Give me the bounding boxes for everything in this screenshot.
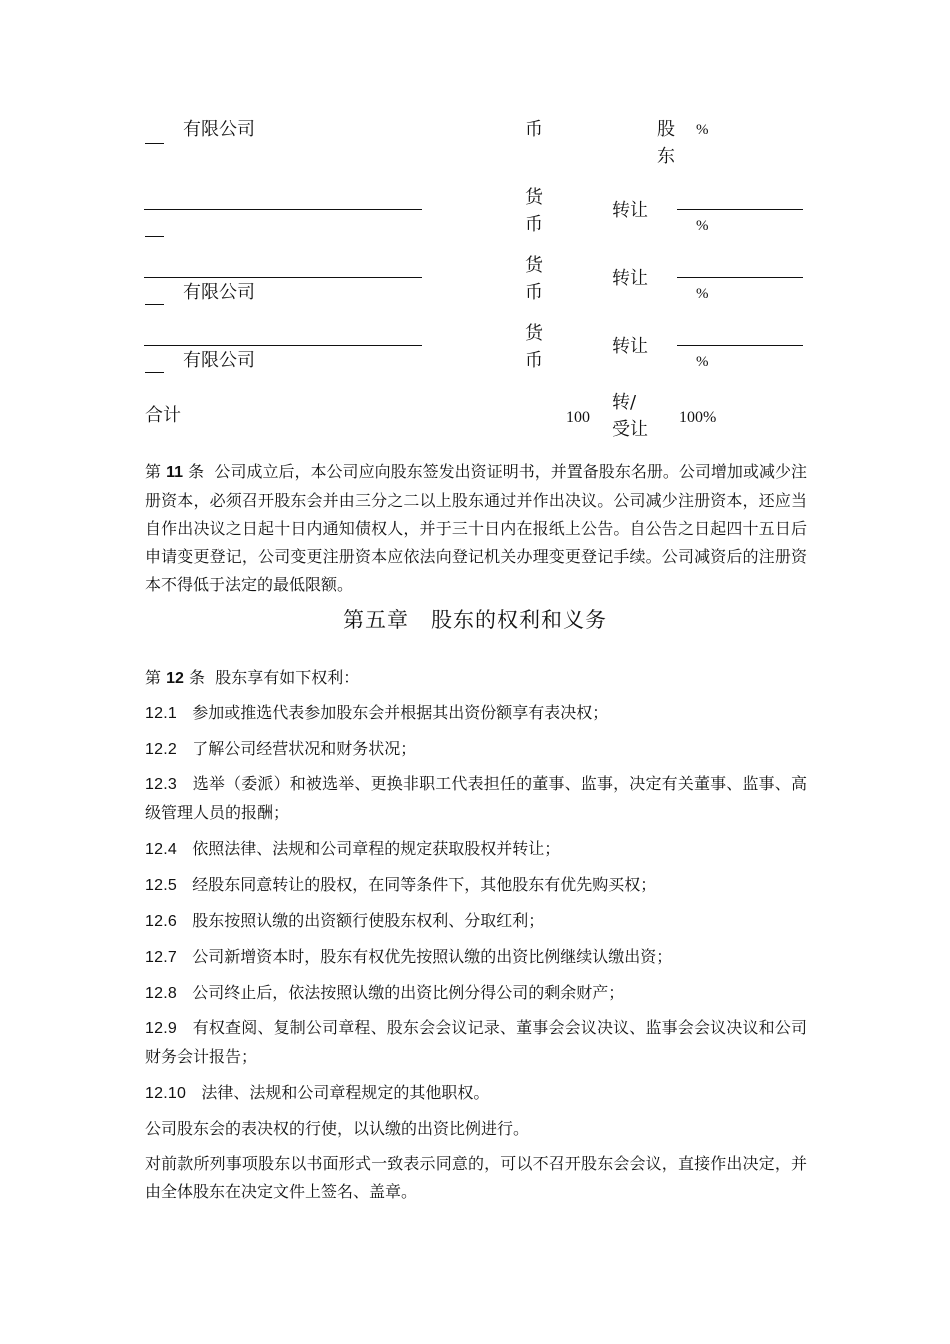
item-text: 股东按照认缴的出资额行使股东权利、分取红利；: [192, 911, 545, 930]
contribution-type-line2: 币: [525, 350, 543, 371]
article-prefix: 第: [145, 462, 162, 481]
share-percent: %: [696, 122, 709, 138]
percent-underline: [677, 277, 803, 278]
list-item: [145, 1014, 807, 1071]
shareholder-name-suffix: 有限公司: [183, 119, 255, 140]
shareholder-name-suffix: 有限公司: [183, 350, 255, 371]
item-number: 12.4: [145, 841, 177, 858]
contribution-method: 转让: [612, 336, 648, 357]
list-item: [145, 911, 544, 932]
item-text: 依照法律、法规和公司章程的规定获取股权并转让；: [192, 839, 561, 858]
share-percent: %: [696, 286, 709, 302]
contribution-method: 转让: [612, 268, 648, 289]
share-percent: %: [696, 354, 709, 370]
article-12-intro-text: 股东享有如下权利：: [215, 668, 360, 687]
contribution-type-line2: 币: [525, 282, 543, 303]
total-label: 合计: [145, 405, 181, 426]
article-11: [145, 458, 807, 599]
total-percent: 100%: [679, 409, 717, 426]
voting-paragraph: 公司股东会的表决权的行使，以认缴的出资比例进行。: [145, 1119, 530, 1138]
article-number: 12: [166, 670, 184, 687]
chapter-title: 第五章 股东的权利和义务: [343, 608, 607, 632]
contribution-type-line1: 货: [525, 255, 543, 276]
article-prefix: 第: [145, 668, 162, 687]
item-text: 公司终止后，依法按照认缴的出资比例分得公司的剩余财产；: [192, 983, 625, 1002]
contribution-type: 币: [525, 119, 543, 140]
item-text: 了解公司经营状况和财务状况；: [192, 739, 417, 758]
list-item: [145, 1083, 489, 1104]
share-percent: %: [696, 218, 709, 234]
item-text: 经股东同意转让的股权，在同等条件下，其他股东有优先购买权；: [192, 875, 657, 894]
article-11-text: 公司成立后，本公司应向股东签发出资证明书，并置备股东名册。公司增加或减少注册资本，必须召开股东会并由三分之二以上股东通过并作出决议。公司减少注册资本，还应当自作出决议之日起十日内通知债权人，并于三十日内在报纸上公告。自公告之日起四十五日后申请变更登记，公司变更注册资本应依法向登记机关办理变更登记手续。公司减资后的注册资本不得低于法定的最低限额。: [145, 462, 807, 594]
item-number: 12.1: [145, 705, 177, 722]
total-method-line2: 受让: [612, 419, 648, 440]
item-number: 12.7: [145, 949, 177, 966]
article-suffix: 条: [188, 462, 205, 481]
holder-label-line2: 东: [657, 146, 675, 167]
name-blank-underline: [145, 304, 164, 305]
total-amount: 100: [566, 409, 590, 426]
item-number: 12.6: [145, 913, 177, 930]
item-number: 12.8: [145, 985, 177, 1002]
name-blank-underline: [145, 143, 164, 144]
list-item: [145, 875, 656, 896]
list-item: [145, 983, 624, 1004]
contribution-type-line1: 货: [525, 323, 543, 344]
percent-underline: [677, 209, 803, 210]
item-text: 有权查阅、复制公司章程、股东会会议记录、董事会会议决议、监事会会议决议和公司财务会计报告；: [145, 1018, 807, 1066]
list-item: [145, 770, 807, 827]
written-consent-paragraph: 对前款所列事项股东以书面形式一致表示同意的，可以不召开股东会会议，直接作出决定，并由全体股东在决定文件上签名、盖章。: [145, 1154, 807, 1201]
name-underline: [144, 277, 422, 278]
item-number: 12.9: [145, 1020, 177, 1037]
shareholder-name-suffix: 有限公司: [183, 282, 255, 303]
percent-underline: [677, 345, 803, 346]
holder-label-line1: 股: [657, 119, 675, 140]
list-item: [145, 839, 560, 860]
item-text: 参加或推选代表参加股东会并根据其出资份额享有表决权；: [192, 703, 609, 722]
contribution-type-line1: 货: [525, 187, 543, 208]
item-number: 12.5: [145, 877, 177, 894]
item-number: 12.2: [145, 741, 177, 758]
contribution-type-line2: 币: [525, 214, 543, 235]
list-item: [145, 947, 672, 968]
item-number: 12.10: [145, 1085, 187, 1102]
list-item: [145, 739, 416, 760]
article-suffix: 条: [189, 668, 206, 687]
item-number: 12.3: [145, 776, 177, 793]
name-blank-underline: [145, 372, 164, 373]
list-item: [145, 703, 608, 724]
name-underline: [144, 209, 422, 210]
name-blank-underline: [145, 236, 164, 237]
total-method-line1: 转/: [612, 392, 637, 413]
item-text: 法律、法规和公司章程规定的其他职权。: [201, 1083, 490, 1102]
item-text: 公司新增资本时，股东有权优先按照认缴的出资比例继续认缴出资；: [192, 947, 673, 966]
name-underline: [144, 345, 422, 346]
contribution-method: 转让: [612, 200, 648, 221]
article-12-intro: [145, 668, 359, 689]
article-number: 11: [166, 464, 184, 481]
item-text: 选举（委派）和被选举、更换非职工代表担任的董事、监事，决定有关董事、监事、高级管理人员的报酬；: [145, 774, 807, 822]
